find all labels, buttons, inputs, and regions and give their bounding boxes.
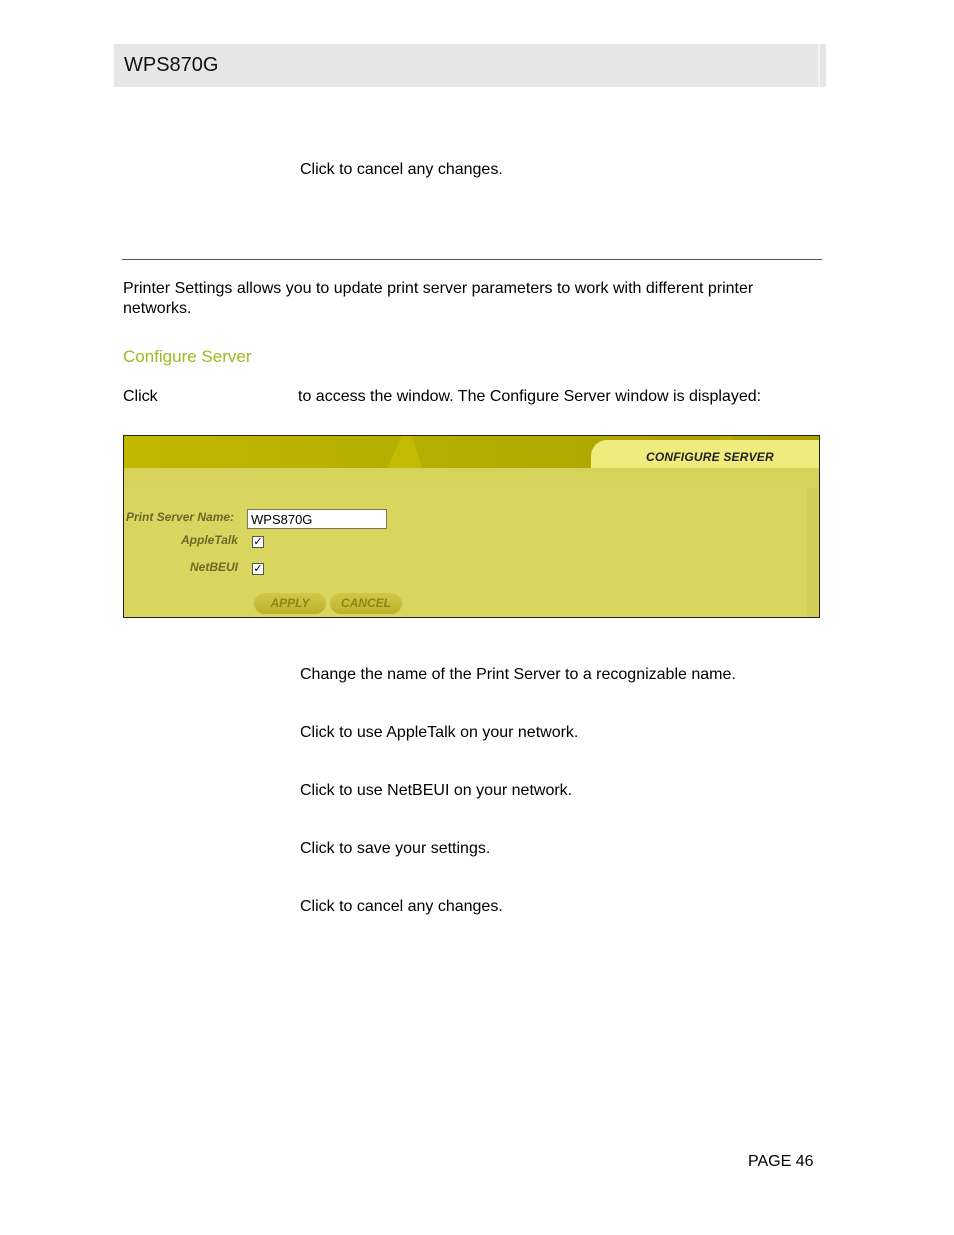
appletalk-checkbox[interactable]: ✓ bbox=[253, 536, 263, 548]
print-server-name-input[interactable]: WPS870G bbox=[247, 509, 387, 529]
configure-server-screenshot bbox=[123, 435, 820, 618]
print-server-name-label: Print Server Name: bbox=[126, 510, 235, 524]
desc-apply: Click to save your settings. bbox=[300, 840, 491, 857]
appletalk-label: AppleTalk bbox=[181, 533, 238, 547]
page-header bbox=[114, 44, 826, 87]
desc-cancel: Click to cancel any changes. bbox=[300, 898, 503, 915]
desc-appletalk: Click to use AppleTalk on your network. bbox=[300, 724, 579, 741]
panel-body-inner bbox=[124, 488, 817, 617]
header-divider bbox=[818, 44, 820, 87]
tab-label: CONFIGURE SERVER bbox=[646, 450, 774, 464]
instruction-text: to access the window. The Configure Server window is displayed: bbox=[298, 388, 762, 405]
desc-print-server-name: Change the name of the Print Server to a recognizable name. bbox=[300, 666, 736, 683]
cancel-button[interactable]: CANCEL bbox=[330, 593, 402, 614]
click-word: Click bbox=[123, 388, 158, 405]
page-number: PAGE 46 bbox=[748, 1153, 814, 1170]
netbeui-checkbox[interactable]: ✓ bbox=[253, 563, 263, 575]
netbeui-label: NetBEUI bbox=[190, 560, 239, 574]
section-rule bbox=[122, 259, 822, 260]
configure-server-tab[interactable] bbox=[591, 440, 819, 470]
intro-line-2: networks. bbox=[123, 300, 192, 317]
intro-line-1: Printer Settings allows you to update print server parameters to work with different printer bbox=[123, 280, 754, 297]
cancel-description-top: Click to cancel any changes. bbox=[300, 161, 503, 178]
apply-button[interactable]: APPLY bbox=[254, 593, 326, 614]
section-heading: Configure Server bbox=[123, 347, 252, 366]
document-title: WPS870G bbox=[124, 54, 219, 76]
desc-netbeui: Click to use NetBEUI on your network. bbox=[300, 782, 573, 799]
